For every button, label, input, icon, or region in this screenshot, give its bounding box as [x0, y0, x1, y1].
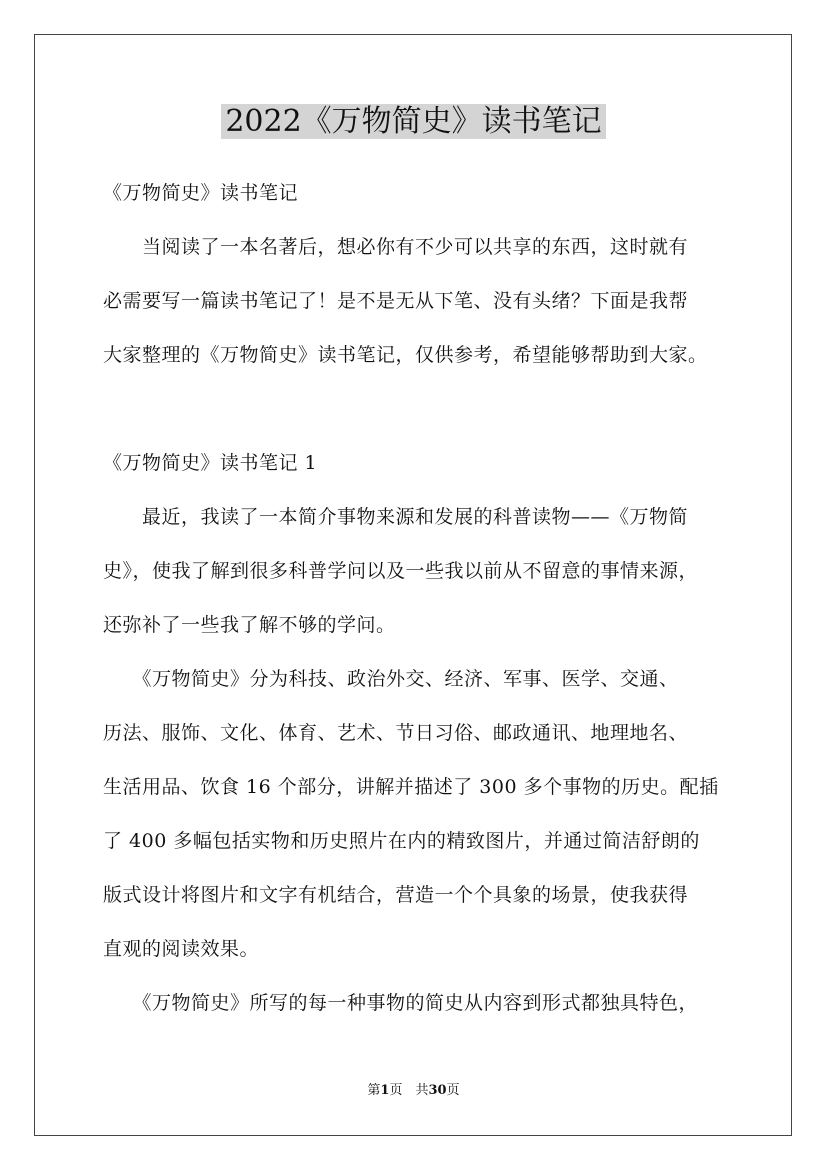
text-line: 还弥补了一些我了解不够的学问。 — [103, 614, 396, 636]
text-line: 历法、服饰、文化、体育、艺术、节日习俗、邮政通讯、地理地名、 — [103, 722, 689, 744]
document-title — [0, 98, 827, 146]
text-line: 《万物简史》读书笔记 1 — [103, 452, 318, 474]
text-line: 《万物简史》分为科技、政治外交、经济、军事、医学、交通、 — [103, 668, 679, 690]
text-line: 《万物简史》所写的每一种事物的简史从内容到形式都独具特色， — [103, 992, 699, 1014]
footer-mid: 页 共 — [389, 1083, 429, 1098]
text-line: 生活用品、饮食 16 个部分，讲解并描述了 300 多个事物的历史。配插 — [103, 776, 719, 798]
text-line: 史》，使我了解到很多科普学问以及一些我以前从不留意的事情来源， — [103, 560, 699, 582]
text-line: 了 400 多幅包括实物和历史照片在内的精致图片，并通过简洁舒朗的 — [103, 830, 700, 852]
text-line: 版式设计将图片和文字有机结合，营造一个个具象的场景，使我获得 — [103, 884, 689, 906]
text-line: 《万物简史》读书笔记 — [103, 182, 299, 204]
current-page-number: 1 — [380, 1083, 390, 1098]
text-line: 当阅读了一本名著后，想必你有不少可以共享的东西，这时就有 — [103, 236, 689, 258]
text-line: 大家整理的《万物简史》读书笔记，仅供参考，希望能够帮助到大家。 — [103, 344, 708, 366]
text-line: 必需要写一篇读书笔记了！是不是无从下笔、没有头绪？下面是我帮 — [103, 290, 689, 312]
text-line: 直观的阅读效果。 — [103, 938, 260, 960]
footer-suffix: 页 — [446, 1083, 460, 1098]
page-footer — [0, 1082, 827, 1100]
document-title-text: 2022《万物简史》读书笔记 — [221, 104, 605, 139]
total-page-number: 30 — [428, 1083, 447, 1098]
text-line: 最近，我读了一本简介事物来源和发展的科普读物——《万物简 — [103, 506, 689, 528]
footer-prefix: 第 — [367, 1083, 381, 1098]
